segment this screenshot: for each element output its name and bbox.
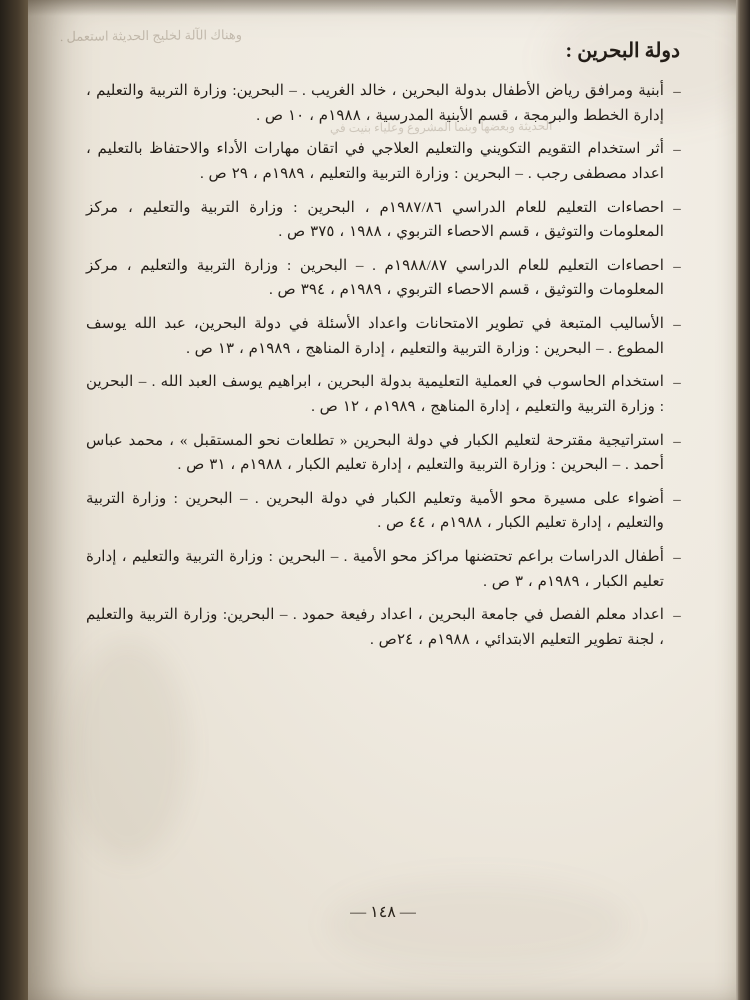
entry-dash-marker: – xyxy=(673,317,681,333)
entry-text: أثر استخدام التقويم التكويني والتعليم العلاجي في اتقان مهارات الأداء والاحتفاظ بالتعليم ، اعداد مصطفى رجب . – البحرين : وزارة التربية والتعليم ، ١٩٨٩م ، ٢٩ ص . xyxy=(86,140,664,182)
list-item xyxy=(86,487,690,536)
list-item xyxy=(86,196,690,245)
entry-dash-marker: – xyxy=(673,550,681,566)
entry-dash-marker: – xyxy=(673,258,681,275)
entry-text: استراتيجية مقترحة لتعليم الكبار في دولة البحرين « تطلعات نحو المستقبل » ، محمد عباس أحمد . – البحرين : وزارة التربية والتعليم ، إدارة تعليم الكبار ، ١٩٨٨م ، ٣١ ص . xyxy=(86,431,664,474)
entry-text: استخدام الحاسوب في العملية التعليمية بدولة البحرين ، ابراهيم يوسف العبد الله . – البحرين : وزارة التربية والتعليم ، إدارة المناهج ، ١٩٨٩م ، ١٢ ص . xyxy=(86,373,664,415)
list-item xyxy=(86,254,690,303)
entry-text: أطفال الدراسات براعم تحتضنها مراكز محو الأمية . – البحرين : وزارة التربية والتعليم ، إدارة تعليم الكبار ، ١٩٨٩م ، ٣ ص . xyxy=(86,548,664,590)
list-item xyxy=(86,429,690,478)
entry-text: أضواء على مسيرة محو الأمية وتعليم الكبار في دولة البحرين . – البحرين : وزارة التربية والتعليم ، إدارة تعليم الكبار ، ١٩٨٨م ، ٤٤ ص . xyxy=(86,489,664,532)
page-edge-highlight xyxy=(736,0,750,1000)
page-number: — ١٤٨ — xyxy=(350,904,416,921)
entry-dash-marker: – xyxy=(673,200,681,217)
list-item xyxy=(86,312,690,361)
entry-text: اعداد معلم الفصل في جامعة البحرين ، اعداد رفيعة حمود . – البحرين: وزارة التربية والتعليم ، لجنة تطوير التعليم الابتدائي ، ١٩٨٨م ، ٢٤ص . xyxy=(86,606,664,648)
section-heading: دولة البحرين : xyxy=(565,40,680,62)
entry-dash-marker: – xyxy=(673,433,681,450)
entry-dash-marker: – xyxy=(673,375,681,392)
list-item xyxy=(86,545,690,594)
reverse-page-showthrough: الحديثة وبعضها وبنما المشروع وعلياء بنيت في xyxy=(329,118,553,136)
entry-text: الأساليب المتبعة في تطوير الامتحانات واعداد الأسئلة في دولة البحرين، عبد الله يوسف المطوع . – البحرين : وزارة التربية والتعليم ، إدارة المناهج ، ١٩٨٩م ، ١٣ ص . xyxy=(86,315,664,357)
bibliography-list xyxy=(86,79,690,653)
page-content xyxy=(28,0,738,1000)
list-item xyxy=(86,137,690,186)
reverse-page-showthrough: وهناك الآلة لخليج الحديثة استعمل . xyxy=(59,27,243,44)
list-item xyxy=(86,79,690,128)
entry-dash-marker: – xyxy=(673,608,681,625)
entry-dash-marker: – xyxy=(673,142,681,159)
entry-text: احصاءات التعليم للعام الدراسي ١٩٨٧/٨٦م ، البحرين : وزارة التربية والتعليم ، مركز المعلومات والتوثيق ، قسم الاحصاء التربوي ، ١٩٨٨ ، ٣٧٥ ص . xyxy=(86,198,664,241)
entry-dash-marker: – xyxy=(673,491,681,508)
list-item xyxy=(86,603,690,652)
entry-text: أبنية ومرافق رياض الأطفال بدولة البحرين ، خالد الغريب . – البحرين: وزارة التربية والتعليم ، إدارة الخطط والبرمجة ، قسم الأبنية المدرسية ، ١٩٨٨م ، ١٠ ص . xyxy=(86,82,664,124)
book-gutter-shadow xyxy=(0,0,30,1000)
entry-text: احصاءات التعليم للعام الدراسي ١٩٨٨/٨٧م . – البحرين : وزارة التربية والتعليم ، مركز المعلومات والتوثيق ، قسم الاحصاء التربوي ، ١٩٨٩م ، ٣٩٤ ص . xyxy=(86,256,664,299)
entry-dash-marker: – xyxy=(673,84,681,100)
list-item xyxy=(86,370,690,419)
